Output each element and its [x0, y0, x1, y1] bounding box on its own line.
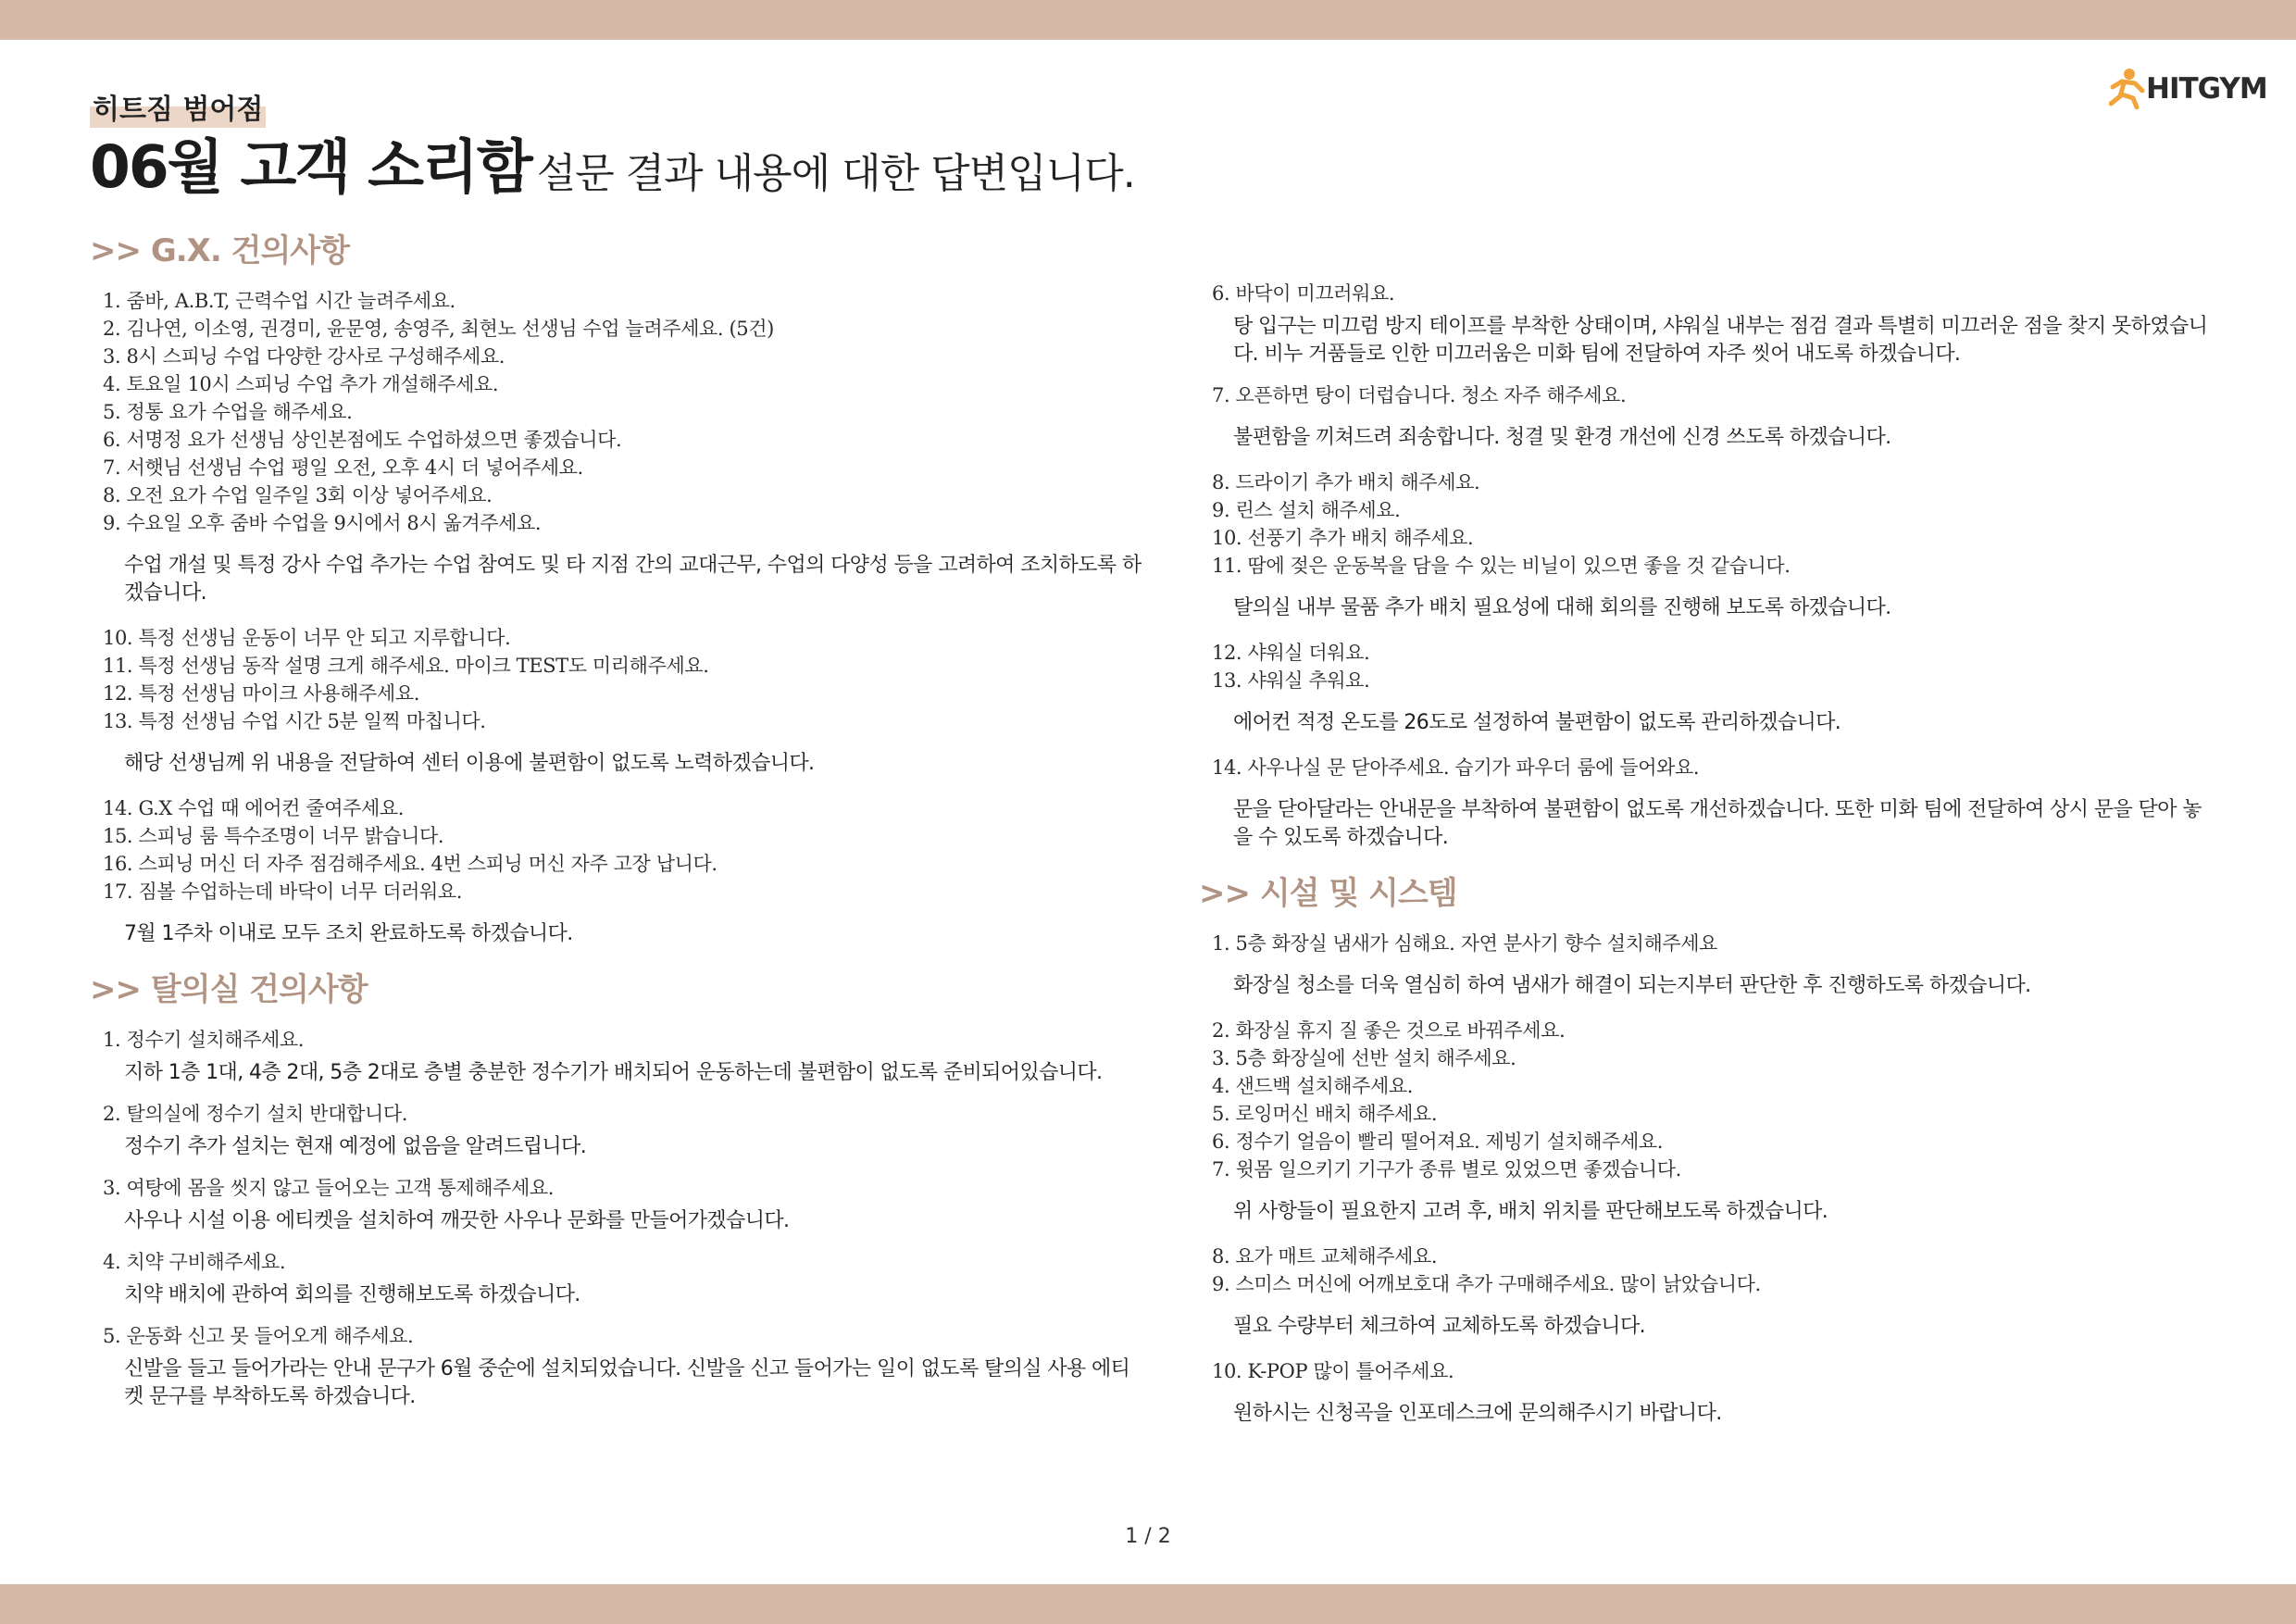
right-column: [1199, 280, 2217, 1444]
top-decorative-band: [0, 0, 2296, 40]
answer-text: 신발을 들고 들어가라는 안내 문구가 6월 중순에 설치되었습니다. 신발을 신고 들어가는 일이 없도록 탈의실 사용 에티켓 문구를 부착하도록 하겠습니다.: [124, 1357, 1130, 1408]
page-title: [90, 128, 1135, 222]
question-item: 9. 린스 설치 해주세요.: [1212, 499, 1401, 521]
question-item: 6. 서명정 요가 선생님 상인본점에도 수업하셨으면 좋겠습니다.: [103, 429, 622, 451]
question-item: 2. 화장실 휴지 질 좋은 것으로 바꿔주세요.: [1212, 1019, 1566, 1042]
question-item: 14. 사우나실 문 닫아주세요. 습기가 파우더 룸에 들어와요.: [1212, 756, 1700, 779]
question-item: 4. 샌드백 설치해주세요.: [1212, 1075, 1414, 1097]
answer-text: 불편함을 끼쳐드려 죄송합니다. 청결 및 환경 개선에 신경 쓰도록 하겠습니다.: [1233, 426, 1891, 449]
left-column: [90, 230, 1145, 1424]
question-item: 11. 땀에 젖은 운동복을 담을 수 있는 비닐이 있으면 좋을 것 같습니다.: [1212, 555, 1791, 577]
answer-text: 필요 수량부터 체크하여 교체하도록 하겠습니다.: [1233, 1315, 1646, 1338]
question-item: 16. 스피닝 머신 더 자주 점검해주세요. 4번 스피닝 머신 자주 고장 납니다.: [103, 853, 718, 875]
logo-wordmark: HITGYM: [2146, 72, 2267, 106]
question-item: 9. 스미스 머신에 어깨보호대 추가 구매해주세요. 많이 낡았습니다.: [1212, 1273, 1761, 1295]
locker-items: [90, 1026, 1145, 1411]
runner-icon: [2109, 67, 2146, 109]
gx-section-title: >> G.X. 건의사항: [90, 232, 349, 269]
page-number: 1 / 2: [1125, 1525, 1171, 1548]
locker-section-title: >> 탈의실 건의사항: [90, 971, 368, 1008]
question-item: 5. 정통 요가 수업을 해주세요.: [103, 401, 353, 423]
answer-text: 화장실 청소를 더욱 열심히 하여 냄새가 해결이 되는지부터 판단한 후 진행하도록 하겠습니다.: [1233, 974, 2031, 997]
question-item: 10. 특정 선생님 운동이 너무 안 되고 지루합니다.: [103, 627, 511, 649]
hitgym-logo: [2109, 67, 2267, 109]
question-item: 10. 선풍기 추가 배치 해주세요.: [1212, 527, 1474, 549]
question-item: 4. 토요일 10시 스피닝 수업 추가 개설해주세요.: [103, 373, 499, 395]
question-item: 3. 8시 스피닝 수업 다양한 강사로 구성해주세요.: [103, 345, 505, 368]
answer-text: 탈의실 내부 물품 추가 배치 필요성에 대해 회의를 진행해 보도록 하겠습니다.: [1233, 596, 1891, 619]
facility-items: [1199, 930, 2217, 1428]
question-item: 1. 줌바, A.B.T, 근력수업 시간 늘려주세요.: [103, 290, 455, 312]
question-item: 9. 수요일 오후 줌바 수업을 9시에서 8시 옮겨주세요.: [103, 512, 542, 534]
gx-items: [90, 287, 1145, 948]
answer-text: 원하시는 신청곡을 인포데스크에 문의해주시기 바랍니다.: [1233, 1402, 1722, 1425]
question-item: 8. 요가 매트 교체해주세요.: [1212, 1245, 1438, 1268]
question-item: 7. 서햇님 선생님 수업 평일 오전, 오후 4시 더 넣어주세요.: [103, 456, 583, 479]
answer-text: 7월 1주차 이내로 모두 조치 완료하도록 하겠습니다.: [124, 922, 573, 945]
answer-text: 수업 개설 및 특정 강사 수업 추가는 수업 참여도 및 타 지점 간의 교대근무, 수업의 다양성 등을 고려하여 조치하도록 하겠습니다.: [124, 554, 1142, 605]
question-item: 13. 특정 선생님 수업 시간 5분 일찍 마칩니다.: [103, 710, 486, 732]
question-item: 12. 특정 선생님 마이크 사용해주세요.: [103, 682, 419, 705]
question-item: 17. 짐볼 수업하는데 바닥이 너무 더러워요.: [103, 881, 463, 903]
question-item: 13. 샤워실 추워요.: [1212, 669, 1370, 692]
question-item: 4. 치약 구비해주세요.: [103, 1251, 286, 1273]
question-item: 2. 탈의실에 정수기 설치 반대합니다.: [103, 1103, 408, 1125]
question-item: 7. 오픈하면 탕이 더럽습니다. 청소 자주 해주세요.: [1212, 384, 1627, 406]
question-item: 6. 바닥이 미끄러워요.: [1212, 282, 1395, 305]
answer-text: 지하 1층 1대, 4층 2대, 5층 2대로 층별 충분한 정수기가 배치되어 운동하는데 불편함이 없도록 준비되어있습니다.: [124, 1061, 1103, 1084]
answer-text: 문을 닫아달라는 안내문을 부착하여 불편함이 없도록 개선하겠습니다. 또한 미화 팀에 전달하여 상시 문을 닫아 놓을 수 있도록 하겠습니다.: [1233, 798, 2202, 849]
question-item: 5. 로잉머신 배치 해주세요.: [1212, 1103, 1438, 1125]
locker-items-continued: [1199, 280, 2217, 852]
question-item: 5. 운동화 신고 못 들어오게 해주세요.: [103, 1325, 414, 1347]
facility-section-title: >> 시설 및 시스템: [1199, 875, 1457, 912]
question-item: 12. 샤워실 더워요.: [1212, 642, 1370, 664]
question-item: 15. 스피닝 룸 특수조명이 너무 밝습니다.: [103, 825, 444, 847]
question-item: 11. 특정 선생님 동작 설명 크게 해주세요. 마이크 TEST도 미리해주세요.: [103, 655, 709, 677]
page-title-bold: 06월 고객 소리함: [90, 133, 531, 201]
answer-text: 위 사항들이 필요한지 고려 후, 배치 위치를 판단해보도록 하겠습니다.: [1233, 1200, 1828, 1223]
answer-text: 정수기 추가 설치는 현재 예정에 없음을 알려드립니다.: [124, 1135, 587, 1158]
answer-text: 탕 입구는 미끄럼 방지 테이프를 부착한 상태이며, 샤워실 내부는 점검 결과 특별히 미끄러운 점을 찾지 못하였습니다. 비누 거품들로 인한 미끄러움은 미화 팀에 전달하여 자주 씻어 내도록 하겠습니다.: [1233, 315, 2208, 366]
answer-text: 치약 배치에 관하여 회의를 진행해보도록 하겠습니다.: [124, 1283, 580, 1306]
question-item: 3. 5층 화장실에 선반 설치 해주세요.: [1212, 1047, 1516, 1069]
question-item: 14. G.X 수업 때 에어컨 줄여주세요.: [103, 797, 405, 819]
answer-text: 에어컨 적정 온도를 26도로 설정하여 불편함이 없도록 관리하겠습니다.: [1233, 711, 1841, 734]
answer-text: 해당 선생님께 위 내용을 전달하여 센터 이용에 불편함이 없도록 노력하겠습니다.: [124, 752, 815, 775]
page-title-rest: 설문 결과 내용에 대한 답변입니다.: [536, 150, 1135, 197]
bottom-decorative-band: [0, 1584, 2296, 1624]
question-item: 6. 정수기 얼음이 빨리 떨어져요. 제빙기 설치해주세요.: [1212, 1131, 1664, 1153]
question-item: 2. 김나연, 이소영, 권경미, 윤문영, 송영주, 최현노 선생님 수업 늘려주세요. (5건): [103, 318, 774, 340]
question-item: 1. 5층 화장실 냄새가 심해요. 자연 분사기 향수 설치해주세요: [1212, 932, 1718, 955]
question-item: 8. 드라이기 추가 배치 해주세요.: [1212, 471, 1480, 493]
question-item: 8. 오전 요가 수업 일주일 3회 이상 넣어주세요.: [103, 484, 493, 506]
question-item: 7. 윗몸 일으키기 기구가 종류 별로 있었으면 좋겠습니다.: [1212, 1158, 1681, 1181]
question-item: 1. 정수기 설치해주세요.: [103, 1029, 305, 1051]
question-item: 3. 여탕에 몸을 씻지 않고 들어오는 고객 통제해주세요.: [103, 1177, 555, 1199]
branch-name: 히트짐 범어점: [90, 93, 266, 128]
answer-text: 사우나 시설 이용 에티켓을 설치하여 깨끗한 사우나 문화를 만들어가겠습니다.: [124, 1209, 790, 1232]
question-item: 10. K-POP 많이 틀어주세요.: [1212, 1360, 1454, 1382]
